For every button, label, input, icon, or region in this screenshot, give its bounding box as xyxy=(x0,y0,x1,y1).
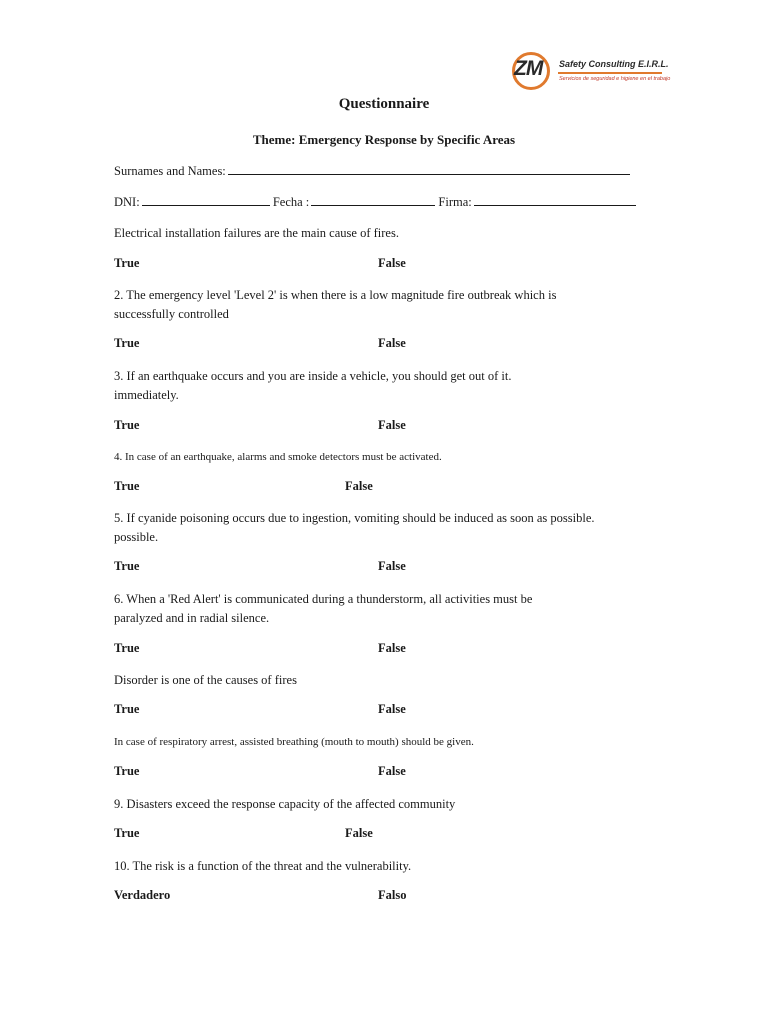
q9-true-option[interactable]: True xyxy=(114,826,140,840)
q2-false-option[interactable]: False xyxy=(378,336,406,350)
company-logo xyxy=(512,52,672,96)
q7-false-option[interactable]: False xyxy=(378,702,406,716)
q3-true-option[interactable]: True xyxy=(114,418,140,432)
q3-false-option[interactable]: False xyxy=(378,418,406,432)
question-7: Disorder is one of the causes of fires xyxy=(114,673,297,687)
question-3: 3. If an earthquake occurs and you are inside a vehicle, you should get out of it. immediately. xyxy=(114,369,512,402)
q4-true-option[interactable]: True xyxy=(114,479,140,493)
question-8: In case of respiratory arrest, assisted breathing (mouth to mouth) should be given. xyxy=(114,736,474,748)
question-5: 5. If cyanide poisoning occurs due to ingestion, vomiting should be induced as soon as possible. possible. xyxy=(114,511,595,544)
q5-true-option[interactable]: True xyxy=(114,559,140,573)
logo-company-name: Safety Consulting E.I.R.L. xyxy=(559,59,669,69)
fecha-blank[interactable] xyxy=(311,193,435,206)
logo-divider xyxy=(558,72,662,74)
fecha-label: Fecha : xyxy=(272,195,310,209)
question-6: 6. When a 'Red Alert' is communicated during a thunderstorm, all activities must be paralyzed and in radial silence. xyxy=(114,592,533,625)
q9-false-option[interactable]: False xyxy=(345,826,373,840)
question-4: 4. In case of an earthquake, alarms and smoke detectors must be activated. xyxy=(114,451,442,463)
logo-mark: ZM xyxy=(514,57,543,80)
q8-false-option[interactable]: False xyxy=(378,764,406,778)
question-1: Electrical installation failures are the main cause of fires. xyxy=(114,226,399,240)
page-title: Questionnaire xyxy=(338,96,430,112)
q5-false-option[interactable]: False xyxy=(378,559,406,573)
q10-true-option[interactable]: Verdadero xyxy=(114,888,171,902)
page-theme: Theme: Emergency Response by Specific Areas xyxy=(252,132,516,147)
question-2: 2. The emergency level 'Level 2' is when there is a low magnitude fire outbreak which is successfully controlled xyxy=(114,288,557,321)
q6-false-option[interactable]: False xyxy=(378,641,406,655)
names-label: Surnames and Names: xyxy=(114,164,226,178)
q10-false-option[interactable]: Falso xyxy=(378,888,407,902)
q1-true-option[interactable]: True xyxy=(114,256,140,270)
q4-false-option[interactable]: False xyxy=(345,479,373,493)
dni-blank[interactable] xyxy=(142,193,270,206)
logo-tagline: Servicios de seguridad e higiene en el trabajo xyxy=(559,76,671,82)
names-blank[interactable] xyxy=(228,162,630,175)
q7-true-option[interactable]: True xyxy=(114,702,140,716)
names-row xyxy=(114,162,630,179)
firma-label: Firma: xyxy=(438,195,472,209)
firma-blank[interactable] xyxy=(474,193,636,206)
question-9: 9. Disasters exceed the response capacity of the affected community xyxy=(114,797,456,811)
q6-true-option[interactable]: True xyxy=(114,641,140,655)
question-10: 10. The risk is a function of the threat and the vulnerability. xyxy=(114,859,412,873)
q1-false-option[interactable]: False xyxy=(378,256,406,270)
dni-label: DNI: xyxy=(114,195,140,209)
q2-true-option[interactable]: True xyxy=(114,336,140,350)
id-row xyxy=(114,193,636,210)
q8-true-option[interactable]: True xyxy=(114,764,140,778)
